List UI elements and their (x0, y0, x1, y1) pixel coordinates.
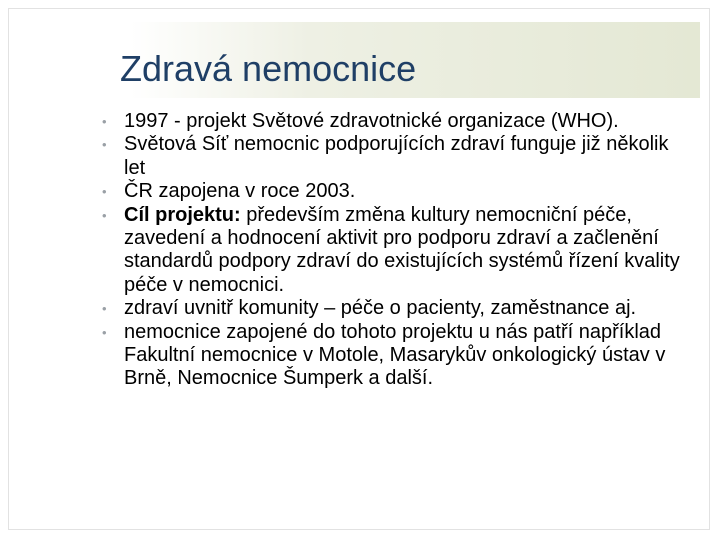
bullet-item (102, 203, 684, 298)
bullet-item (102, 110, 684, 133)
bullet-text: 1997 - projekt Světové zdravotnické organizace (WHO). (124, 110, 619, 132)
bullet-text: především změna kultury nemocniční péče, zavedení a hodnocení aktivit pro podporu zdraví a začlenění standardů podpory zdraví do existujících systémů řízení kvality péče v nemocnici. (124, 203, 680, 296)
bullet-item (102, 180, 684, 203)
bullet-marker-icon: • (102, 137, 107, 153)
bullet-marker-icon: • (102, 324, 107, 340)
bullet-marker-icon: • (102, 301, 107, 317)
bullet-text: Světová Síť nemocnic podporujících zdraví funguje již několik let (124, 133, 669, 179)
bullet-text: nemocnice zapojené do tohoto projektu u nás patří například Fakultní nemocnice v Motole, Masarykův onkologický ústav v Brně, Nemocnice Šumperk a další. (124, 320, 666, 390)
bullet-marker-icon: • (102, 114, 107, 129)
bullet-item (102, 297, 684, 320)
bullet-marker-icon: • (102, 207, 107, 223)
slide-title: Zdravá nemocnice (120, 48, 417, 89)
bullet-marker-icon: • (102, 184, 107, 200)
bullet-lead-label: Cíl projektu: (124, 203, 241, 226)
bullet-item (102, 133, 684, 180)
bullet-text: zdraví uvnitř komunity – péče o pacienty, zaměstnance aj. (124, 297, 637, 320)
bullet-list (102, 110, 684, 391)
bullet-item (102, 320, 684, 391)
bullet-text: ČR zapojena v roce 2003. (124, 180, 356, 203)
